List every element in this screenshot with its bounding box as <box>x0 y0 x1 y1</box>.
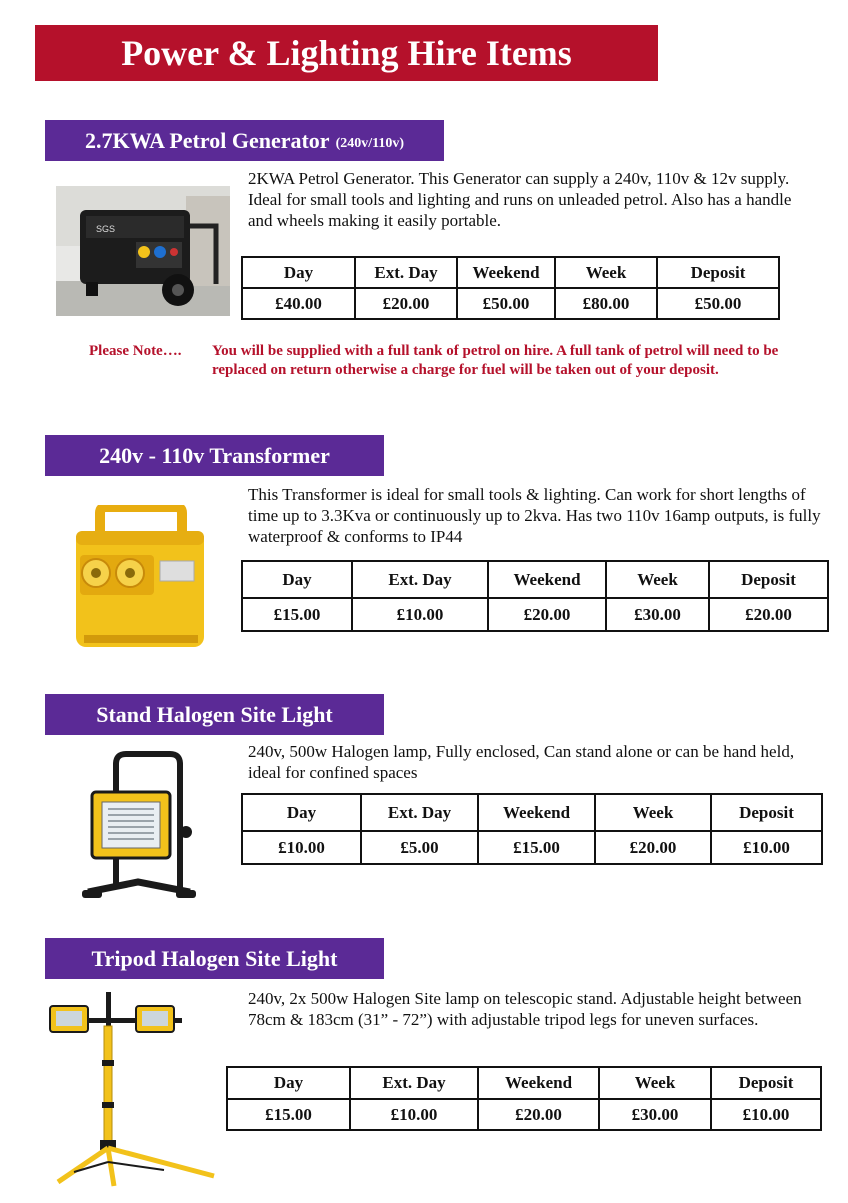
generator-section-title <box>45 120 444 161</box>
stand-light-title: Stand Halogen Site Light <box>96 701 333 727</box>
header-ext-day: Ext. Day <box>355 257 457 288</box>
generator-photo <box>56 186 230 316</box>
tripod-light-title: Tripod Halogen Site Light <box>91 945 338 971</box>
header-day: Day <box>242 257 355 288</box>
transformer-section-title <box>45 435 384 476</box>
price-ext-day: £10.00 <box>350 1099 478 1130</box>
tripod-light-description: 240v, 2x 500w Halogen Site lamp on telescopic stand. Adjustable height between 78cm & 183cm (31” - 72”) with adjustable tripod legs for uneven surfaces. <box>248 989 802 1029</box>
price-week: £20.00 <box>595 831 711 864</box>
generator-price-table <box>241 256 780 320</box>
price-week: £30.00 <box>606 598 709 631</box>
price-deposit: £50.00 <box>657 288 779 319</box>
price-weekend: £20.00 <box>478 1099 599 1130</box>
stand-light-photo <box>78 750 200 912</box>
header-deposit: Deposit <box>711 794 822 831</box>
header-ext-day: Ext. Day <box>361 794 478 831</box>
petrol-note-text: You will be supplied with a full tank of petrol on hire. A full tank of petrol will need to be replaced on return otherwise a charge for fuel will be taken out of your deposit. <box>212 343 779 378</box>
tripod-light-price-table <box>226 1066 822 1131</box>
price-week: £80.00 <box>555 288 657 319</box>
generator-title-suffix: (240v/110v) <box>335 135 405 151</box>
header-deposit: Deposit <box>709 561 828 598</box>
header-week: Week <box>606 561 709 598</box>
transformer-title: 240v - 110v Transformer <box>99 442 330 468</box>
price-week: £30.00 <box>599 1099 711 1130</box>
price-weekend: £20.00 <box>488 598 606 631</box>
header-ext-day: Ext. Day <box>352 561 488 598</box>
price-weekend: £50.00 <box>457 288 555 319</box>
header-week: Week <box>595 794 711 831</box>
price-deposit: £10.00 <box>711 1099 821 1130</box>
header-day: Day <box>242 794 361 831</box>
petrol-note-label: Please Note…. <box>89 343 182 359</box>
svg-text:SGS: SGS <box>96 224 116 234</box>
price-weekend: £15.00 <box>478 831 595 864</box>
generator-title: 2.7KWA Petrol Generator <box>84 127 330 153</box>
header-weekend: Weekend <box>478 794 595 831</box>
header-weekend: Weekend <box>457 257 555 288</box>
page-title: Power & Lighting Hire Items <box>35 25 658 81</box>
price-day: £15.00 <box>227 1099 350 1130</box>
header-day: Day <box>227 1067 350 1099</box>
header-week: Week <box>555 257 657 288</box>
header-deposit: Deposit <box>711 1067 821 1099</box>
price-ext-day: £10.00 <box>352 598 488 631</box>
price-deposit: £20.00 <box>709 598 828 631</box>
stand-light-section-title <box>45 694 384 735</box>
transformer-price-table <box>241 560 829 632</box>
price-day: £15.00 <box>242 598 352 631</box>
stand-light-description: 240v, 500w Halogen lamp, Fully enclosed, Can stand alone or can be hand held, ideal for confined spaces <box>248 742 795 782</box>
tripod-light-section-title <box>45 938 384 979</box>
header-weekend: Weekend <box>488 561 606 598</box>
transformer-description: This Transformer is ideal for small tools & lighting. Can work for short lengths of time up to 3.3Kva or continuously up to 2kva. Has two 110v 16amp outputs, is fully waterproof & conforms to IP44 <box>248 485 821 546</box>
stand-light-price-table <box>241 793 823 865</box>
price-day: £40.00 <box>242 288 355 319</box>
price-day: £10.00 <box>242 831 361 864</box>
header-deposit: Deposit <box>657 257 779 288</box>
transformer-photo <box>70 505 208 650</box>
price-ext-day: £5.00 <box>361 831 478 864</box>
price-ext-day: £20.00 <box>355 288 457 319</box>
header-weekend: Weekend <box>478 1067 599 1099</box>
generator-description: 2KWA Petrol Generator. This Generator can supply a 240v, 110v & 12v supply. Ideal for small tools and lighting and runs on unleaded petrol. Also has a handle and wheels making it easily portable. <box>248 169 792 230</box>
header-week: Week <box>599 1067 711 1099</box>
price-deposit: £10.00 <box>711 831 822 864</box>
header-ext-day: Ext. Day <box>350 1067 478 1099</box>
tripod-light-photo <box>44 990 222 1190</box>
header-day: Day <box>242 561 352 598</box>
